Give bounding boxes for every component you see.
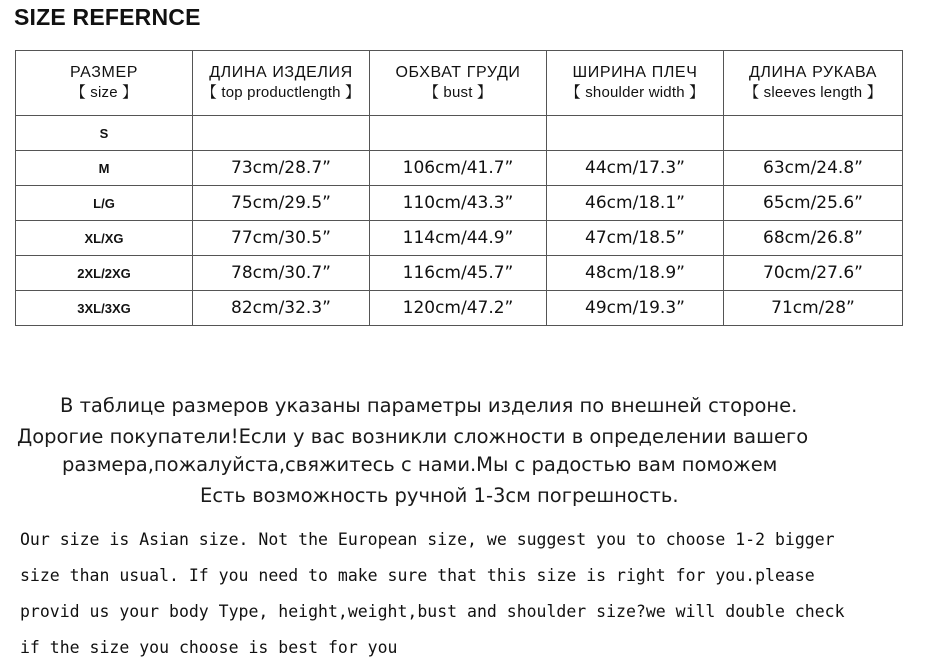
- length-cell: 78cm/30.7”: [193, 256, 370, 291]
- english-note-line: Our size is Asian size. Not the European size, we suggest you to choose 1-2 bigger: [20, 530, 835, 549]
- russian-note-line: Есть возможность ручной 1-3см погрешность.: [200, 484, 679, 507]
- english-note-line: if the size you choose is best for you: [20, 638, 398, 657]
- russian-note-line: размера,пожалуйста,свяжитесь с нами.Мы с радостью вам поможем: [62, 453, 778, 476]
- sleeve-cell: 63cm/24.8”: [724, 151, 903, 186]
- size-cell: M: [16, 151, 193, 186]
- header-sleeve-sub: 【 sleeves length 】: [744, 84, 882, 101]
- header-sleeve: [724, 51, 903, 116]
- header-bust: [370, 51, 547, 116]
- length-cell: [193, 116, 370, 151]
- size-cell: L/G: [16, 186, 193, 221]
- length-cell: 73cm/28.7”: [193, 151, 370, 186]
- header-length: [193, 51, 370, 116]
- shoulder-cell: 46cm/18.1”: [547, 186, 724, 221]
- russian-note-line: В таблице размеров указаны параметры изделия по внешней стороне.: [60, 394, 798, 417]
- header-length-main: ДЛИНА ИЗДЕЛИЯ: [209, 64, 353, 81]
- bust-cell: 106cm/41.7”: [370, 151, 547, 186]
- header-shoulder: [547, 51, 724, 116]
- header-size: [16, 51, 193, 116]
- sleeve-cell: 71cm/28”: [724, 291, 903, 326]
- bust-cell: 116cm/45.7”: [370, 256, 547, 291]
- length-cell: 75cm/29.5”: [193, 186, 370, 221]
- shoulder-cell: 48cm/18.9”: [547, 256, 724, 291]
- bust-cell: 120cm/47.2”: [370, 291, 547, 326]
- english-note-line: provid us your body Type, height,weight,bust and shoulder size?we will double check: [20, 602, 845, 621]
- table-row: [16, 221, 903, 256]
- header-shoulder-main: ШИРИНА ПЛЕЧ: [572, 64, 698, 81]
- header-bust-sub: 【 bust 】: [423, 84, 493, 101]
- header-size-sub: 【 size 】: [70, 84, 138, 101]
- table-row: [16, 256, 903, 291]
- header-size-main: РАЗМЕР: [69, 64, 139, 81]
- size-cell: XL/XG: [16, 221, 193, 256]
- length-cell: 77cm/30.5”: [193, 221, 370, 256]
- shoulder-cell: 47cm/18.5”: [547, 221, 724, 256]
- english-note-line: size than usual. If you need to make sure that this size is right for you.please: [20, 566, 815, 585]
- header-bust-main: ОБХВАТ ГРУДИ: [395, 64, 521, 81]
- table-row: [16, 186, 903, 221]
- table-row: [16, 291, 903, 326]
- sleeve-cell: 68cm/26.8”: [724, 221, 903, 256]
- size-cell: 2XL/2XG: [16, 256, 193, 291]
- shoulder-cell: [547, 116, 724, 151]
- bust-cell: [370, 116, 547, 151]
- table-row: [16, 151, 903, 186]
- sleeve-cell: [724, 116, 903, 151]
- size-chart-table: [15, 50, 903, 326]
- sleeve-cell: 70cm/27.6”: [724, 256, 903, 291]
- russian-note-line: Дорогие покупатели!Если у вас возникли сложности в определении вашего: [17, 425, 809, 448]
- shoulder-cell: 44cm/17.3”: [547, 151, 724, 186]
- bust-cell: 114cm/44.9”: [370, 221, 547, 256]
- table-header-row: [16, 51, 903, 116]
- page-title: SIZE REFERNCE: [14, 4, 201, 30]
- header-shoulder-sub: 【 shoulder width 】: [565, 84, 705, 101]
- table-row: [16, 116, 903, 151]
- size-cell: 3XL/3XG: [16, 291, 193, 326]
- length-cell: 82cm/32.3”: [193, 291, 370, 326]
- size-cell: S: [16, 116, 193, 151]
- sleeve-cell: 65cm/25.6”: [724, 186, 903, 221]
- shoulder-cell: 49cm/19.3”: [547, 291, 724, 326]
- header-length-sub: 【 top productlength 】: [201, 84, 361, 101]
- bust-cell: 110cm/43.3”: [370, 186, 547, 221]
- header-sleeve-main: ДЛИНА РУКАВА: [749, 64, 877, 81]
